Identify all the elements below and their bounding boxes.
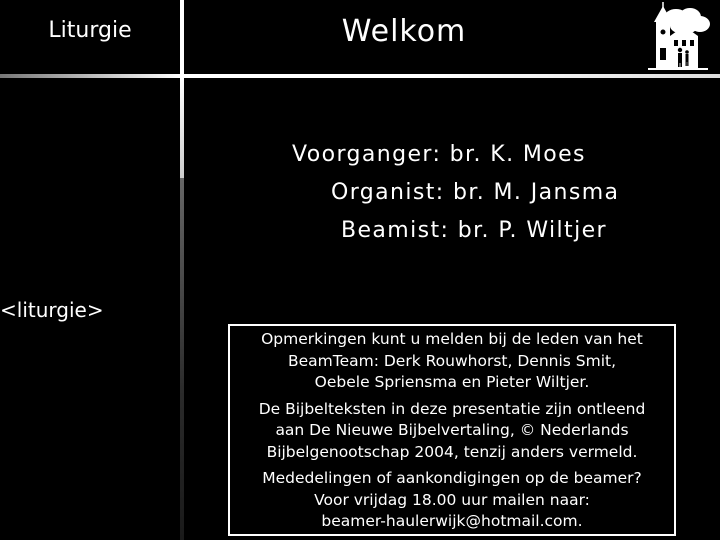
role-beamist: Beamist: br. P. Wiltjer — [341, 218, 607, 243]
info-line: Voor vrijdag 18.00 uur mailen naar: — [314, 490, 590, 509]
liturgie-placeholder: <liturgie> — [0, 298, 104, 322]
info-paragraph-bible — [234, 399, 670, 464]
liturgie-header-label: Liturgie — [48, 18, 132, 43]
info-line: aan De Nieuwe Bijbelvertaling, © Nederlands — [275, 421, 629, 439]
role-voorganger: Voorganger: br. K. Moes — [292, 142, 586, 167]
role-organist: Organist: br. M. Jansma — [331, 180, 620, 205]
info-line: BeamTeam: Derk Rouwhorst, Dennis Smit, — [287, 351, 617, 370]
page-title: Welkom — [341, 14, 467, 49]
info-box — [228, 324, 676, 536]
info-line: Oebele Spriensma en Pieter Wiltjer. — [314, 373, 590, 391]
info-paragraph-announcements — [234, 468, 670, 533]
email-address: beamer-haulerwijk@hotmail.com. — [321, 512, 583, 530]
church-family-logo-icon — [640, 2, 718, 74]
info-line: Mededelingen of aankondigingen op de beamer? — [262, 469, 642, 487]
info-line: De Bijbelteksten in deze presentatie zijn ontleend — [258, 399, 646, 418]
sidebar-divider-upper — [180, 78, 184, 178]
info-line: Bijbelgenootschap 2004, tenzij anders vermeld. — [266, 442, 638, 461]
info-line: Opmerkingen kunt u melden bij de leden van het — [261, 330, 643, 348]
header-divider — [0, 74, 720, 78]
sidebar-divider-lower — [180, 178, 184, 540]
info-paragraph-feedback — [234, 329, 670, 394]
